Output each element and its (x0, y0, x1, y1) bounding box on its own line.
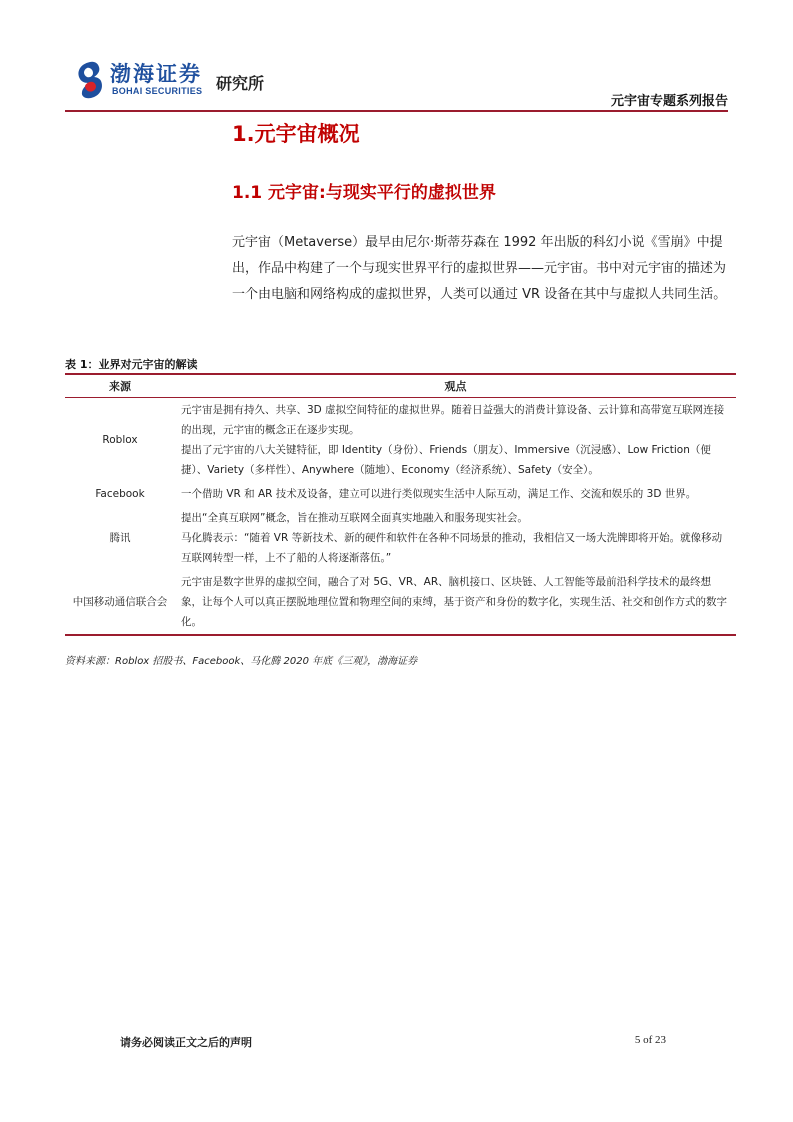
view-text: 提出了元宇宙的八大关键特征，即 Identity（身份）、Friends（朋友）、Immersive（沉浸感）、Low Friction（便捷）、Variety（多样性）、Anywhere（随地）、Economy（经济系统）、Safety（安全）。 (181, 444, 711, 476)
row-view (175, 570, 736, 635)
row-source: Facebook (95, 488, 145, 500)
header-divider (65, 110, 728, 112)
intro-paragraph: 元宇宙（Metaverse）最早由尼尔·斯蒂芬森在 1992 年出版的科幻小说《雪崩》中提出，作品中构建了一个与现实世界平行的虚拟世界——元宇宙。书中对元宇宙的描述为一个由电脑和网络构成的虚拟世界，人类可以通过 VR 设备在其中与虚拟人共同生活。 (232, 235, 727, 302)
brand-name-cn: 渤海证券 (110, 62, 202, 86)
table-row (65, 570, 736, 635)
table-header-row (65, 374, 736, 398)
metaverse-views-table (65, 373, 736, 636)
view-text: 元宇宙是数字世界的虚拟空间，融合了对 5G、VR、AR、脑机接口、区块链、人工智能等最前沿科学技术的最终想象，让每个人可以真正摆脱地理位置和物理空间的束缚，基于资产和身份的数字化，实现生活、社交和创作方式的数字化。 (181, 576, 727, 628)
column-header-source: 来源 (65, 374, 175, 398)
department-label: 研究所 (216, 74, 265, 93)
table-caption: 表 1：业界对元宇宙的解读 (65, 358, 198, 371)
page-number: 5 of 23 (634, 1034, 666, 1046)
row-view (175, 398, 736, 483)
row-view (175, 482, 736, 506)
column-header-view: 观点 (175, 374, 736, 398)
row-view (175, 506, 736, 570)
table-source-note: 资料来源：Roblox 招股书、Facebook、马化腾 2020 年底《三观》，渤海证券 (65, 656, 418, 667)
view-text: 提出“全真互联网”概念，旨在推动互联网全面真实地融入和服务现实社会。 (181, 512, 528, 524)
view-text: 元宇宙是拥有持久、共享、3D 虚拟空间特征的虚拟世界。随着日益强大的消费计算设备、云计算和高带宽互联网连接的出现，元宇宙的概念正在逐步实现。 (181, 404, 725, 436)
row-source: Roblox (102, 434, 138, 446)
brand-name-en: BOHAI SECURITIES (112, 86, 203, 96)
row-source: 中国移动通信联合会 (65, 570, 175, 635)
subsection-heading: 1.1 元宇宙:与现实平行的虚拟世界 (232, 183, 496, 203)
view-text: 一个借助 VR 和 AR 技术及设备，建立可以进行类似现实生活中人际互动，满足工作、交流和娱乐的 3D 世界。 (181, 488, 697, 500)
section-heading: 1.元宇宙概况 (232, 122, 360, 146)
report-series-title: 元宇宙专题系列报告 (610, 94, 728, 109)
row-source: 腾讯 (109, 532, 131, 544)
footer-disclaimer: 请务必阅读正文之后的声明 (120, 1036, 252, 1049)
table-row (65, 482, 736, 506)
table-row (65, 506, 736, 570)
table-row (65, 398, 736, 483)
bohai-logo-icon (74, 60, 106, 100)
view-text: 马化腾表示：“随着 VR 等新技术、新的硬件和软件在各种不同场景的推动，我相信又一场大洗牌即将开始。就像移动互联网转型一样，上不了船的人将逐渐落伍。” (181, 532, 723, 564)
